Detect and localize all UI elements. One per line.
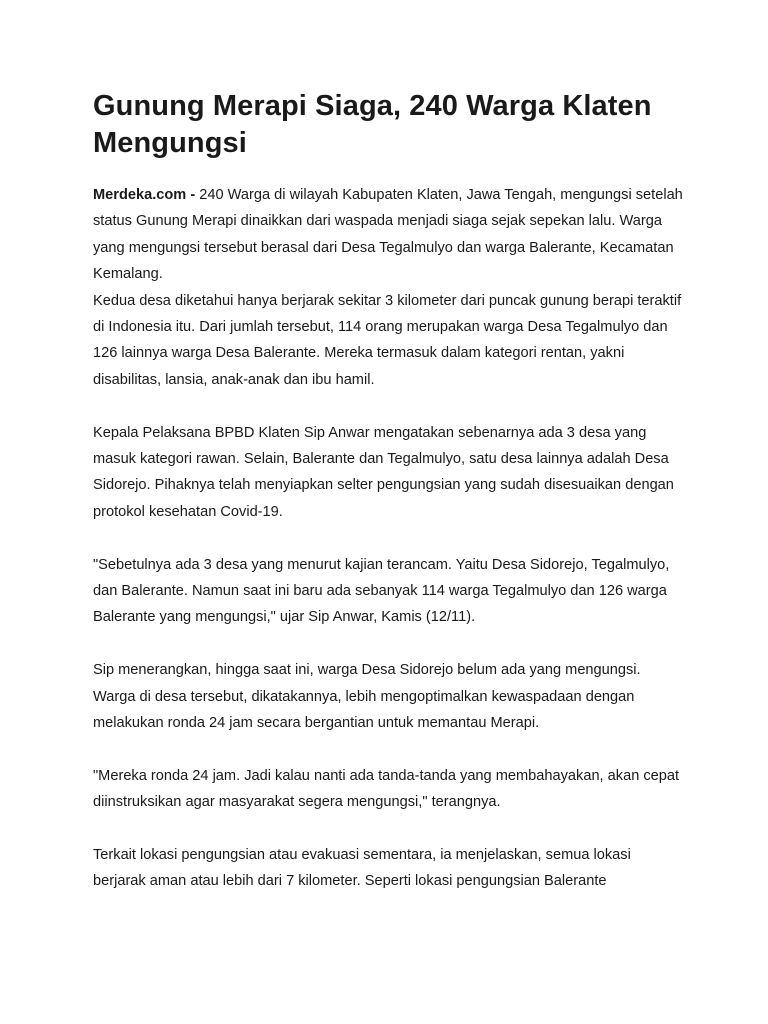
lead-paragraph bbox=[93, 182, 683, 288]
paragraph-4: Sip menerangkan, hingga saat ini, warga Desa Sidorejo belum ada yang mengungsi. Warga di desa tersebut, dikatakannya, lebih mengoptimalkan kewaspadaan dengan melakukan ronda 24 jam secara bergantian untuk memantau Merapi. bbox=[93, 662, 641, 732]
document-page bbox=[93, 88, 683, 895]
source-label: Merdeka.com - bbox=[93, 187, 196, 203]
paragraph-5: "Mereka ronda 24 jam. Jadi kalau nanti ada tanda-tanda yang membahayakan, akan cepat diinstruksikan agar masyarakat segera mengungsi," terangnya. bbox=[93, 767, 680, 811]
paragraph-6: Terkait lokasi pengungsian atau evakuasi sementara, ia menjelaskan, semua lokasi berjarak aman atau lebih dari 7 kilometer. Seperti lokasi pengungsian Balerante bbox=[93, 847, 631, 890]
paragraph-gap bbox=[93, 736, 683, 762]
paragraph-3: "Sebetulnya ada 3 desa yang menurut kajian terancam. Yaitu Desa Sidorejo, Tegalmulyo, dan Balerante. Namun saat ini baru ada sebanyak 114 warga Tegalmulyo dan 126 warga Balerante yang mengungsi," ujar Sip Anwar, Kamis (12/11). bbox=[93, 556, 670, 626]
paragraph-gap bbox=[93, 816, 683, 842]
paragraph-2: Kepala Pelaksana BPBD Klaten Sip Anwar mengatakan sebenarnya ada 3 desa yang masuk kategori rawan. Selain, Balerante dan Tegalmulyo, satu desa lainnya adalah Desa Sidorejo. Pihaknya telah menyiapkan selter pengungsian yang sudah disesuaikan dengan protokol kesehatan Covid-19. bbox=[93, 424, 674, 520]
paragraph-gap bbox=[93, 393, 683, 419]
paragraph-gap bbox=[93, 631, 683, 657]
paragraph-gap bbox=[93, 525, 683, 551]
paragraph-1: Kedua desa diketahui hanya berjarak sekitar 3 kilometer dari puncak gunung berapi teraktif di Indonesia itu. Dari jumlah tersebut, 114 orang merupakan warga Desa Tegalmulyo dan 126 lainnya warga Desa Balerante. Mereka termasuk dalam kategori rentan, yakni disabilitas, lansia, anak-anak dan ibu hamil. bbox=[93, 292, 682, 388]
article-title: Gunung Merapi Siaga, 240 Warga Klaten Mengungsi bbox=[93, 90, 652, 159]
article-body bbox=[93, 182, 683, 895]
lead-text: 240 Warga di wilayah Kabupaten Klaten, Jawa Tengah, mengungsi setelah status Gunung Merapi dinaikkan dari waspada menjadi siaga sejak sepekan lalu. Warga yang mengungsi tersebut berasal dari Desa Tegalmulyo dan warga Balerante, Kecamatan Kemalang. bbox=[93, 187, 683, 283]
